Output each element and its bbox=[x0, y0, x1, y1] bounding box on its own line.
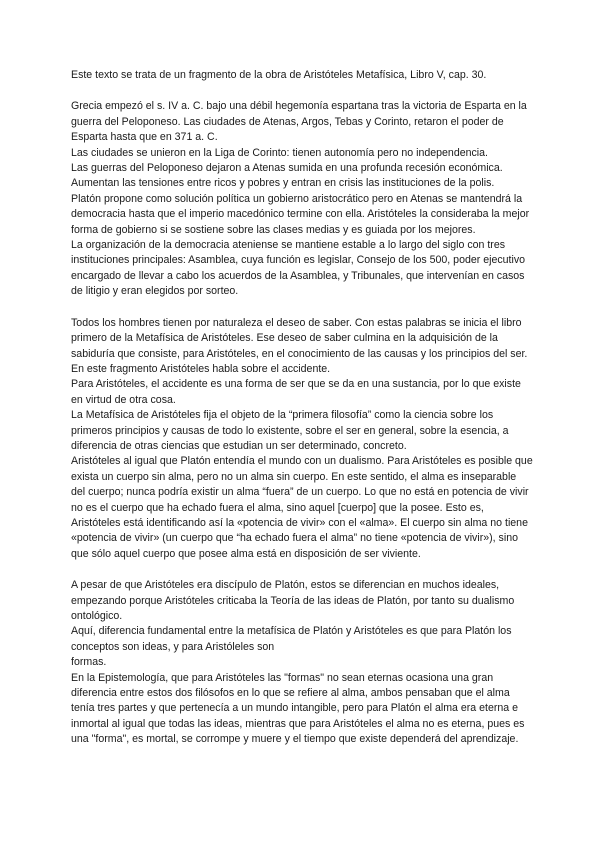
section-plato-comparison bbox=[71, 578, 533, 747]
paragraph: Para Aristóteles, el accidente es una forma de ser que se da en una sustancia, por lo que existe en virtud de otra cosa. bbox=[71, 378, 521, 406]
paragraph: Aquí, diferencia fundamental entre la metafísica de Platón y Aristóteles es que para Platón los conceptos son ideas, y para Aristóleles son bbox=[71, 625, 512, 653]
document-page bbox=[71, 68, 533, 748]
paragraph: La Metafísica de Aristóteles fija el objeto de la “primera filosofía” como la ciencia sobre los primeros principios y causas de todo lo existente, sobre el ser en general, sobre la esencia, a diferencia de otras ciencias que estudian un ser determinado, concreto. bbox=[71, 409, 509, 452]
paragraph: En este fragmento Aristóteles habla sobre el accidente. bbox=[71, 362, 331, 375]
paragraph: Todos los hombres tienen por naturaleza el deseo de saber. Con estas palabras se inicia el libro primero de la Metafísica de Aristóteles. Ese deseo de saber culmina en la adquisición de la sabiduría que consiste, para Aristóteles, en el conocimiento de las causas y los principios del ser. bbox=[71, 316, 528, 360]
paragraph: Las ciudades se unieron en la Liga de Corinto: tienen autonomía pero no independencia. bbox=[71, 146, 488, 159]
paragraph: Grecia empezó el s. IV a. C. bajo una débil hegemonía espartana tras la victoria de Esparta en la guerra del Peloponeso. Las ciudades de Atenas, Argos, Tebas y Corinto, retaron el poder de Esparta hasta que en 371 a. C. bbox=[71, 100, 527, 144]
intro-line: Este texto se trata de un fragmento de la obra de Aristóteles Metafísica, Libro V, cap. 30. bbox=[71, 69, 487, 81]
paragraph: Platón propone como solución política un gobierno aristocrático pero en Atenas se mantendrá la democracia hasta que el imperio macedónico termine con ella. Aristóteles la consideraba la mejor forma de gobierno si se sostiene sobre las clases medias y es guiada por los mejores. bbox=[71, 192, 530, 236]
paragraph: La organización de la democracia ateniense se mantiene estable a lo largo del siglo con tres instituciones principales: Asamblea, cuya función es legislar, Consejo de los 500, poder ejecutivo encargado de llevar a cabo los acuerdos de la Asamblea, y Tribunales, que intervenían en casos de litigio y eran elegidos por sorteo. bbox=[71, 239, 526, 298]
paragraph: A pesar de que Aristóteles era discípulo de Platón, estos se diferencian en muchos ideales, empezando porque Aristóteles criticaba la Teoría de las ideas de Platón, por tanto su dualismo ontológico. bbox=[71, 579, 515, 622]
paragraph: Las guerras del Peloponeso dejaron a Atenas sumida en una profunda recesión económica. Aumentan las tensiones entre ricos y pobres y entran en crisis las instituciones de la polis. bbox=[71, 162, 503, 190]
paragraph: En la Epistemología, que para Aristóteles las "formas" no sean eternas ocasiona una gran diferencia entre estos dos filósofos en lo que se refiere al alma, ambos pensaban que el alma tenía tres partes y que pertenecía a un mundo intangible, pero para Platón el alma era eterna e inmortal al igual que todas las ideas, mientras que para Aristóteles el alma no es eterna, pues es una "forma", es mortal, se corrompe y muere y el tiempo que existe dependerá del aprendizaje. bbox=[71, 671, 525, 746]
section-metaphysics bbox=[71, 316, 533, 563]
section-historical-context bbox=[71, 99, 533, 299]
paragraph: Aristóteles al igual que Platón entendía el mundo con un dualismo. Para Aristóteles es posible que exista un cuerpo sin alma, pero no un alma sin cuerpo. En este sentido, el alma es inseparable del cuerpo; nunca podría existir un alma “fuera” de un cuerpo. Lo que no está en potencia de vivir no es el cuerpo que ha echado fuera el alma, sino aquel [cuerpo] que la posee. Esto es, Aristóteles está identificando así la «potencia de vivir» con el «alma». El cuerpo sin alma no tiene «potencia de vivir» (un cuerpo que “ha echado fuera el alma” no tiene «potencia de vivir»), sino que sólo aquel cuerpo que posee alma está en disposición de ser viviente. bbox=[71, 455, 533, 560]
paragraph: formas. bbox=[71, 656, 107, 669]
